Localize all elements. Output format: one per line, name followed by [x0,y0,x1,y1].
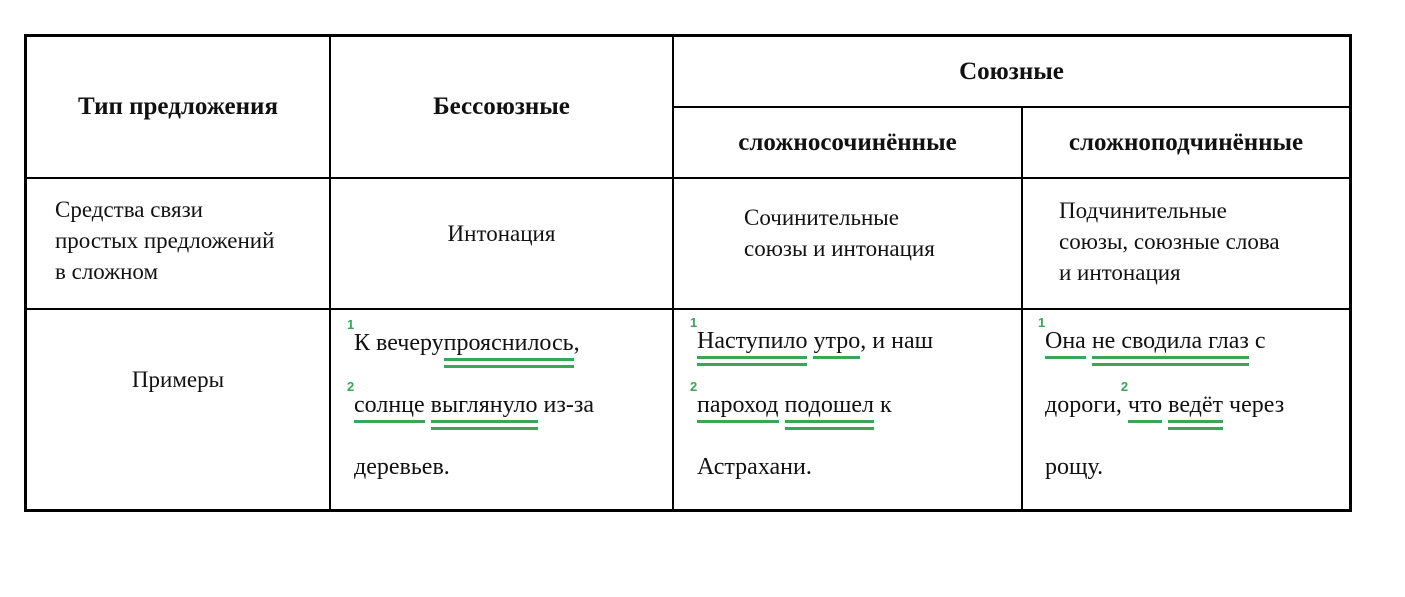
example-word: из-за [537,392,594,418]
header-conjunctive: Союзные [959,57,1064,85]
example-predicate: 1 Наступило [690,315,808,354]
means-complex-line: Подчинительные [1059,198,1227,223]
example-predicate: подошел [784,392,874,418]
example-word: , и наш [860,328,934,354]
means-compound-line: Сочинительные [744,205,899,230]
means-label-line: Средства связи [55,197,203,222]
means-label-line: простых предложений [55,228,275,253]
example-word: с [1248,328,1266,354]
row-divider [24,308,1352,310]
means-complex [1059,195,1280,288]
example-word: через [1223,392,1285,418]
clause-marker: 1 [1038,315,1046,330]
example-predicate: не сводила глаз [1091,328,1249,354]
example-subject: 2 солнце [347,379,425,418]
header-asyndetic: Бессоюзные [433,93,570,120]
header-complex: сложноподчинённые [1068,128,1304,156]
means-compound [744,202,935,264]
examples-label: Примеры [131,367,225,392]
example-word: деревьев. [354,454,450,480]
example-word: к [874,392,892,418]
example-word: Астрахани. [697,454,812,480]
example-subject: 2 пароход [690,379,779,418]
means-complex-line: и интонация [1059,260,1181,285]
clause-marker: 2 [1120,379,1129,394]
example-predicate: прояснилось [443,330,574,356]
example-predicate: выглянуло [430,392,538,418]
row-divider [24,177,1352,179]
means-label [55,194,274,287]
clause-marker: 2 [347,379,355,394]
header-compound: сложносочинённые [738,128,957,156]
example-word: рощу. [1045,454,1104,480]
example-predicate: ведёт [1168,392,1224,418]
header-sentence-type: Тип предложения [78,93,278,120]
means-complex-line: союзы, союзные слова [1059,229,1280,254]
example-subject: утро [813,328,861,354]
clause-marker: 1 [690,315,698,330]
means-label-line: в сложном [55,259,159,284]
example-word: дороги, [1045,392,1128,418]
example-word: , [573,330,580,356]
example-subject: 2 что [1120,379,1163,418]
clause-marker: 2 [690,379,698,394]
means-compound-line: союзы и интонация [744,236,935,261]
example-subject: 1 Она [1038,315,1086,354]
clause-marker: 1 [347,317,355,332]
means-asyndetic: Интонация [447,221,556,246]
example-word: 1 К вечеру [347,317,444,356]
